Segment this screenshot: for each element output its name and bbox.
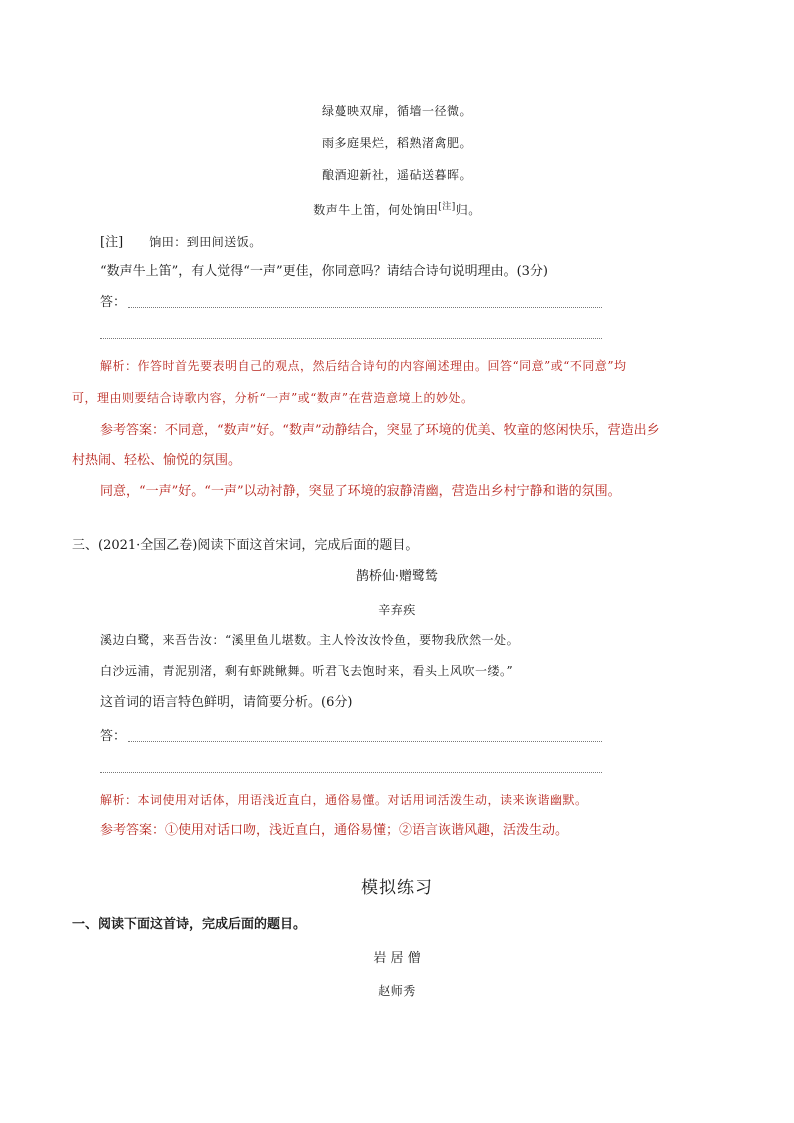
note-label: [注] <box>100 235 124 250</box>
ref-answer-2 <box>100 822 568 840</box>
poem-line-2: 雨多庭果烂，稻熟渚禽肥。 <box>321 136 472 150</box>
ci-author: 辛弃疾 <box>378 603 416 617</box>
section-3-instruction: 阅读下面这首宋词，完成后面的题目。 <box>197 538 419 553</box>
analysis-1-line-2: 可，理由则要结合诗歌内容，分析“一声”或“数声”在营造意境上的妙处。 <box>72 391 474 405</box>
ref-2-text: ①使用对话口吻，浅近直白，通俗易懂；②语言诙谐风趣，活泼生动。 <box>165 823 569 838</box>
ref-answer-1-line-2: 村热闹、轻松、愉悦的氛围。 <box>72 453 242 468</box>
analysis-1-line-1: 解析：作答时首先要表明自己的观点，然后结合诗句的内容阐述理由。回答“同意”或“不同意”均 <box>100 359 627 373</box>
ci-line-2: 白沙远浦，青泥别渚，剩有虾跳鳅舞。听君飞去饱时来，看头上风吹一缕。” <box>100 664 514 678</box>
poem-line-4-text: 数声牛上笛，何处饷田 <box>313 203 439 217</box>
ref-label-1: 参考答案： <box>100 423 166 438</box>
question-1: “数声牛上笛”，有人觉得“一声”更佳，你同意吗？请结合诗句说明理由。(3分) <box>100 264 548 279</box>
note-text: 饷田：到田间送饭。 <box>149 235 262 249</box>
ref-label-2: 参考答案： <box>100 823 166 838</box>
answer-line-1a[interactable] <box>128 307 602 308</box>
poem-line-1: 绿蔓映双扉，循墙一径微。 <box>321 104 472 118</box>
ref-1-text-1: 不同意，“数声”好。“数声”动静结合，突显了环境的优美、牧童的悠闲快乐，营造出乡 <box>165 423 660 438</box>
analysis-2: 解析：本词使用对话体，用语浅近直白，通俗易懂。对话用词活泼生动，读来诙谐幽默。 <box>100 793 588 807</box>
practice-heading: 模拟练习 <box>361 878 433 898</box>
practice-question-label: 一、阅读下面这首诗，完成后面的题目。 <box>72 917 307 932</box>
poem-line-4-tail: 归。 <box>455 203 481 217</box>
section-3-number: 三、 <box>72 538 99 553</box>
ref-answer-1-line-1 <box>100 422 660 440</box>
note <box>100 233 262 252</box>
poem-line-3: 酿酒迎新社，遥砧送暮晖。 <box>321 168 472 182</box>
ci-line-1: 溪边白鹭，来吾告汝：“溪里鱼儿堪数。主人怜汝汝怜鱼，要物我欣然一处。 <box>100 633 520 647</box>
note-mark: [注] <box>438 202 456 212</box>
answer-label-2: 答： <box>100 729 127 744</box>
practice-poem-title: 岩 居 僧 <box>373 951 421 966</box>
question-2: 这首词的语言特色鲜明，请简要分析。(6分) <box>100 695 353 710</box>
practice-poem-author: 赵师秀 <box>378 984 416 998</box>
section-3-header <box>72 537 418 555</box>
section-3-source: (2021·全国乙卷) <box>98 538 198 553</box>
answer-label-1: 答： <box>100 295 127 310</box>
ref-answer-1-line-3: 同意，“一声”好。“一声”以动衬静，突显了环境的寂静清幽，营造出乡村宁静和谐的氛围。 <box>100 484 621 499</box>
ci-title: 鹊桥仙·赠鹭鸶 <box>355 569 439 584</box>
answer-line-2b[interactable] <box>100 772 602 773</box>
answer-line-2a[interactable] <box>128 741 602 742</box>
answer-line-1b[interactable] <box>100 338 602 339</box>
poem-line-4 <box>0 198 794 219</box>
